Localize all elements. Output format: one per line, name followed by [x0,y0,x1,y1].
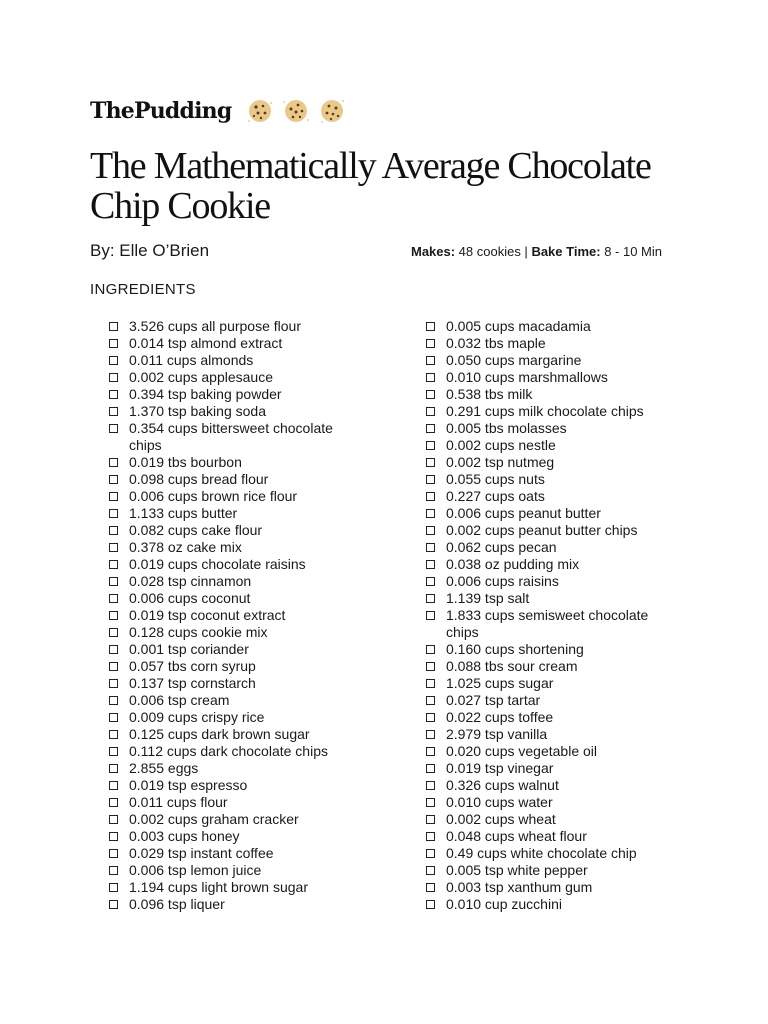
ingredient-label: 0.227 cups oats [446,488,545,504]
ingredient-checkbox[interactable] [109,764,118,773]
ingredient-item[interactable] [426,505,676,522]
makes-value: 48 cookies | [455,244,532,259]
ingredient-label: 0.019 tsp vinegar [446,760,554,776]
ingredient-label: 0.019 tsp coconut extract [129,607,286,623]
ingredient-item[interactable] [426,573,676,590]
ingredient-checkbox[interactable] [426,424,435,433]
ingredient-checkbox[interactable] [426,696,435,705]
ingredient-label: 0.005 tbs molasses [446,420,567,436]
ingredient-item[interactable] [426,743,676,760]
ingredient-label: 0.128 cups cookie mix [129,624,268,640]
ingredient-checkbox[interactable] [426,373,435,382]
ingredient-item[interactable] [109,794,359,811]
ingredient-item[interactable] [109,403,359,420]
ingredient-label: 0.055 cups nuts [446,471,545,487]
ingredient-label: 0.002 cups wheat [446,811,556,827]
ingredient-checkbox[interactable] [109,509,118,518]
bake-time-value: 8 - 10 Min [600,244,662,259]
ingredient-item[interactable] [109,505,359,522]
ingredient-checkbox[interactable] [426,866,435,875]
ingredient-item[interactable] [426,675,676,692]
ingredient-checkbox[interactable] [109,526,118,535]
ingredient-item[interactable] [109,862,359,879]
ingredient-checkbox[interactable] [426,679,435,688]
cookie-icon [281,96,311,126]
ingredient-label: 0.011 cups flour [129,794,228,810]
ingredient-label: 0.027 tsp tartar [446,692,541,708]
ingredient-item[interactable] [426,471,676,488]
ingredient-label: 0.005 tsp white pepper [446,862,588,878]
ingredient-checkbox[interactable] [109,492,118,501]
ingredient-checkbox[interactable] [109,662,118,671]
ingredient-checkbox[interactable] [109,832,118,841]
ingredient-checkbox[interactable] [109,356,118,365]
ingredient-label: 0.006 cups coconut [129,590,251,606]
ingredient-item[interactable] [426,318,676,335]
ingredient-item[interactable] [109,607,359,624]
ingredient-label: 1.025 cups sugar [446,675,554,691]
cookie-icon [317,96,347,126]
ingredient-label: 1.194 cups light brown sugar [129,879,308,895]
ingredient-label: 2.855 eggs [129,760,199,776]
site-logo[interactable]: ThePudding [90,98,232,124]
ingredient-checkbox[interactable] [109,730,118,739]
ingredient-label: 0.048 cups wheat flour [446,828,587,844]
ingredient-checkbox[interactable] [426,356,435,365]
ingredient-checkbox[interactable] [109,696,118,705]
ingredient-item[interactable] [109,522,359,539]
ingredient-checkbox[interactable] [426,900,435,909]
ingredient-checkbox[interactable] [426,764,435,773]
ingredient-checkbox[interactable] [426,577,435,586]
ingredient-checkbox[interactable] [109,577,118,586]
ingredient-checkbox[interactable] [426,747,435,756]
ingredient-item[interactable] [109,879,359,896]
ingredient-label: 0.029 tsp instant coffee [129,845,274,861]
ingredient-item[interactable] [109,386,359,403]
ingredient-label: 0.022 cups toffee [446,709,554,725]
makes-label: Makes: [410,244,456,259]
ingredient-label: 3.526 cups all purpose flour [129,318,301,334]
ingredient-checkbox[interactable] [426,781,435,790]
ingredient-label: 0.028 tsp cinnamon [129,573,252,589]
ingredient-checkbox[interactable] [109,458,118,467]
ingredient-item[interactable] [109,709,359,726]
ingredient-checkbox[interactable] [109,560,118,569]
ingredient-checkbox[interactable] [109,322,118,331]
ingredient-label: 0.160 cups shortening [446,641,584,657]
ingredient-item[interactable] [426,420,676,437]
ingredient-checkbox[interactable] [109,849,118,858]
ingredient-checkbox[interactable] [109,713,118,722]
ingredient-checkbox[interactable] [109,628,118,637]
ingredient-item[interactable] [109,318,359,335]
ingredient-item[interactable] [426,437,676,454]
ingredient-label: 0.354 cups bittersweet chocolate chips [129,420,333,453]
recipe-meta [411,244,662,259]
ingredient-label: 0.019 tsp espresso [129,777,248,793]
ingredient-label: 0.002 cups graham cracker [129,811,299,827]
ingredient-item[interactable] [426,403,676,420]
ingredient-label: 1.139 tsp salt [446,590,530,606]
ingredient-label: 0.019 tbs bourbon [129,454,242,470]
ingredient-item[interactable] [109,726,359,743]
ingredient-checkbox[interactable] [426,543,435,552]
ingredient-item[interactable] [426,556,676,573]
ingredient-item[interactable] [109,454,359,471]
ingredient-checkbox[interactable] [426,815,435,824]
ingredient-item[interactable] [109,590,359,607]
ingredient-checkbox[interactable] [109,781,118,790]
ingredient-checkbox[interactable] [109,900,118,909]
ingredient-checkbox[interactable] [426,475,435,484]
ingredients-heading: INGREDIENTS [90,281,196,298]
ingredient-checkbox[interactable] [426,458,435,467]
ingredient-checkbox[interactable] [426,390,435,399]
ingredient-item[interactable] [426,658,676,675]
ingredient-item[interactable] [426,862,676,879]
ingredient-item[interactable] [109,369,359,386]
ingredient-label: 0.019 cups chocolate raisins [129,556,306,572]
ingredient-label: 0.082 cups cake flour [129,522,263,538]
ingredient-label: 0.326 cups walnut [446,777,559,793]
ingredient-checkbox[interactable] [109,424,118,433]
ingredient-checkbox[interactable] [426,492,435,501]
ingredient-item[interactable] [426,539,676,556]
ingredient-label: 0.001 tsp coriander [129,641,249,657]
ingredient-item[interactable] [426,760,676,777]
ingredient-checkbox[interactable] [109,866,118,875]
ingredient-label: 0.003 cups honey [129,828,240,844]
ingredient-item[interactable] [426,811,676,828]
ingredient-item[interactable] [426,335,676,352]
ingredient-checkbox[interactable] [426,645,435,654]
ingredient-checkbox[interactable] [426,441,435,450]
ingredient-item[interactable] [426,879,676,896]
ingredient-item[interactable] [426,522,676,539]
ingredient-label: 0.002 tsp nutmeg [446,454,555,470]
ingredient-label: 0.009 cups crispy rice [129,709,265,725]
ingredient-checkbox[interactable] [109,390,118,399]
ingredient-label: 0.088 tbs sour cream [446,658,578,674]
ingredient-checkbox[interactable] [426,509,435,518]
ingredient-checkbox[interactable] [426,883,435,892]
ingredient-label: 0.538 tbs milk [446,386,533,402]
ingredient-checkbox[interactable] [109,798,118,807]
cookie-icon [245,96,275,126]
ingredient-label: 0.002 cups nestle [446,437,556,453]
ingredient-item[interactable] [109,743,359,760]
ingredient-label: 0.112 cups dark chocolate chips [129,743,328,759]
ingredient-label: 0.032 tbs maple [446,335,546,351]
ingredient-item[interactable] [426,607,676,641]
ingredient-checkbox[interactable] [426,560,435,569]
ingredient-item[interactable] [426,896,676,913]
ingredient-label: 0.014 tsp almond extract [129,335,283,351]
ingredient-checkbox[interactable] [426,407,435,416]
ingredient-checkbox[interactable] [109,883,118,892]
author-byline: By: Elle O’Brien [90,241,210,260]
ingredient-item[interactable] [426,794,676,811]
ingredient-checkbox[interactable] [426,611,435,620]
ingredient-item[interactable] [109,777,359,794]
ingredient-item[interactable] [109,828,359,845]
ingredient-label: 2.979 tsp vanilla [446,726,548,742]
ingredient-item[interactable] [426,352,676,369]
ingredient-checkbox[interactable] [109,373,118,382]
ingredient-item[interactable] [426,386,676,403]
ingredient-label: 1.833 cups semisweet chocolate chips [446,607,649,640]
ingredient-item[interactable] [109,760,359,777]
ingredient-label: 0.062 cups pecan [446,539,557,555]
ingredient-label: 0.394 tsp baking powder [129,386,282,402]
ingredient-label: 0.002 cups applesauce [129,369,273,385]
ingredient-item[interactable] [109,641,359,658]
ingredient-checkbox[interactable] [109,679,118,688]
ingredient-checkbox[interactable] [109,407,118,416]
ingredient-item[interactable] [109,896,359,913]
ingredient-item[interactable] [109,811,359,828]
ingredient-item[interactable] [109,658,359,675]
ingredient-label: 0.010 cups marshmallows [446,369,608,385]
header [90,96,347,126]
ingredient-checkbox[interactable] [426,662,435,671]
ingredient-item[interactable] [109,420,359,454]
ingredient-item[interactable] [426,828,676,845]
ingredient-label: 0.125 cups dark brown sugar [129,726,310,742]
ingredient-checkbox[interactable] [426,832,435,841]
ingredient-item[interactable] [109,539,359,556]
ingredient-label: 0.010 cup zucchini [446,896,562,912]
ingredient-label: 0.006 cups brown rice flour [129,488,298,504]
ingredient-item[interactable] [109,675,359,692]
ingredient-label: 0.010 cups water [446,794,553,810]
cookie-icons [245,96,347,126]
ingredient-checkbox[interactable] [109,594,118,603]
ingredient-item[interactable] [109,556,359,573]
ingredient-item[interactable] [426,845,676,862]
ingredient-item[interactable] [109,488,359,505]
ingredient-label: 0.005 cups macadamia [446,318,591,334]
ingredient-item[interactable] [109,692,359,709]
ingredient-label: 0.050 cups margarine [446,352,582,368]
ingredient-item[interactable] [426,488,676,505]
ingredient-label: 0.291 cups milk chocolate chips [446,403,644,419]
ingredients-list-right [426,318,676,913]
ingredient-item[interactable] [426,726,676,743]
ingredient-label: 0.098 cups bread flour [129,471,269,487]
ingredient-checkbox[interactable] [426,322,435,331]
ingredient-label: 0.020 cups vegetable oil [446,743,597,759]
ingredient-checkbox[interactable] [426,339,435,348]
ingredient-label: 0.378 oz cake mix [129,539,242,555]
ingredient-label: 0.038 oz pudding mix [446,556,580,572]
ingredient-checkbox[interactable] [426,713,435,722]
ingredients-list-left [109,318,359,913]
ingredient-label: 0.057 tbs corn syrup [129,658,256,674]
ingredient-label: 0.002 cups peanut butter chips [446,522,638,538]
ingredient-label: 0.011 cups almonds [129,352,254,368]
ingredient-label: 0.006 tsp cream [129,692,230,708]
ingredient-checkbox[interactable] [109,543,118,552]
ingredient-item[interactable] [426,692,676,709]
ingredient-item[interactable] [426,369,676,386]
ingredient-checkbox[interactable] [426,849,435,858]
ingredient-checkbox[interactable] [109,611,118,620]
ingredient-label: 0.096 tsp liquer [129,896,225,912]
page-title: The Mathematically Average Chocolate Chip Cookie [90,145,651,227]
ingredient-label: 0.137 tsp cornstarch [129,675,256,691]
ingredient-item[interactable] [109,471,359,488]
ingredient-item[interactable] [426,454,676,471]
ingredient-label: 1.133 cups butter [129,505,238,521]
ingredient-checkbox[interactable] [426,526,435,535]
ingredient-checkbox[interactable] [426,594,435,603]
ingredient-label: 0.006 tsp lemon juice [129,862,262,878]
ingredient-item[interactable] [109,352,359,369]
ingredient-checkbox[interactable] [426,730,435,739]
ingredient-item[interactable] [426,641,676,658]
ingredient-checkbox[interactable] [426,798,435,807]
ingredient-label: 1.370 tsp baking soda [129,403,266,419]
ingredient-item[interactable] [426,590,676,607]
ingredient-checkbox[interactable] [109,339,118,348]
ingredient-item[interactable] [109,624,359,641]
ingredient-checkbox[interactable] [109,815,118,824]
ingredient-item[interactable] [426,777,676,794]
ingredient-label: 0.006 cups peanut butter [446,505,601,521]
ingredient-item[interactable] [109,335,359,352]
ingredient-label: 0.006 cups raisins [446,573,559,589]
ingredient-checkbox[interactable] [109,645,118,654]
ingredient-label: 0.003 tsp xanthum gum [446,879,593,895]
ingredient-item[interactable] [426,709,676,726]
ingredient-item[interactable] [109,573,359,590]
ingredient-item[interactable] [109,845,359,862]
ingredient-label: 0.49 cups white chocolate chip [446,845,637,861]
bake-time-label: Bake Time: [531,244,601,259]
ingredient-checkbox[interactable] [109,747,118,756]
ingredient-checkbox[interactable] [109,475,118,484]
